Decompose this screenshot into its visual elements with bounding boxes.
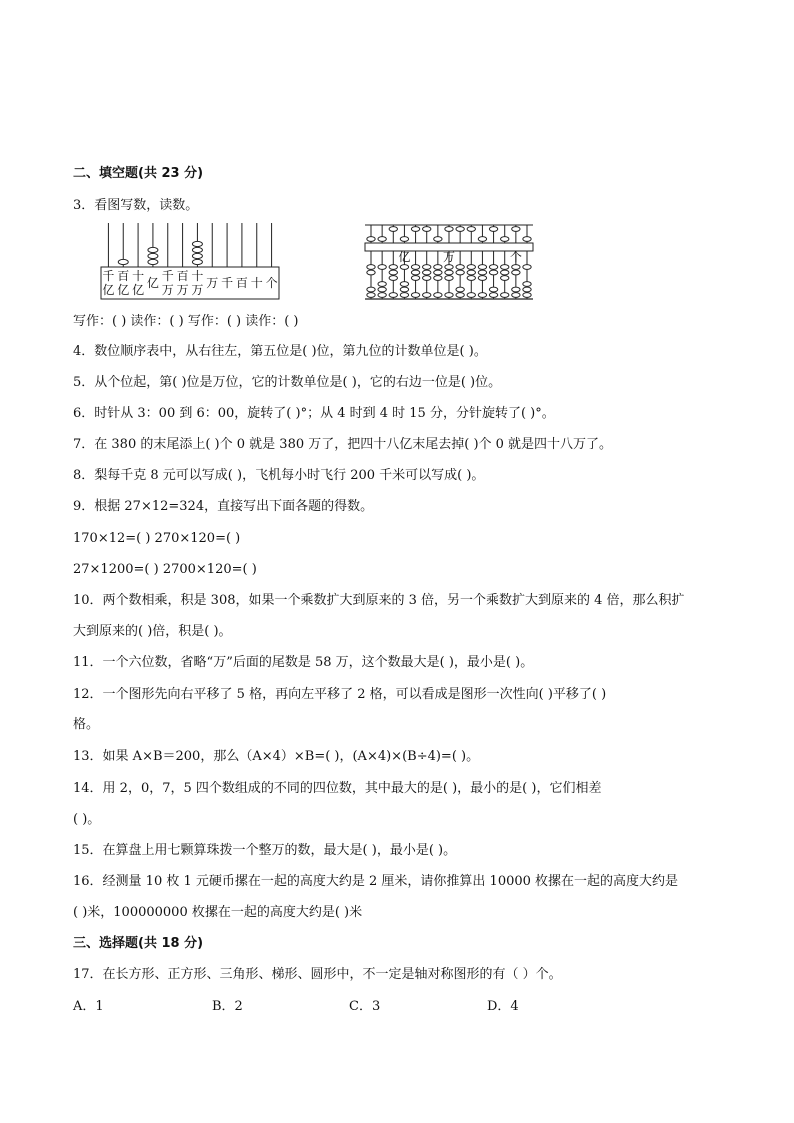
- lower-bead: [411, 293, 419, 298]
- lower-bead: [478, 276, 486, 281]
- lower-bead: [434, 276, 442, 281]
- unit-label: 亿: [398, 250, 411, 264]
- place-label: 百: [235, 276, 248, 290]
- place-label: 千: [161, 269, 174, 283]
- upper-bead: [478, 237, 486, 242]
- lower-bead: [512, 293, 520, 298]
- lower-bead: [456, 293, 464, 298]
- lower-bead: [523, 282, 531, 287]
- lower-bead: [445, 265, 453, 270]
- lower-bead: [467, 293, 475, 298]
- lower-bead: [378, 265, 386, 270]
- abacus-bead: [118, 259, 128, 264]
- upper-bead: [456, 227, 464, 232]
- place-label: 千: [102, 269, 115, 283]
- lower-bead: [367, 293, 375, 298]
- lower-bead: [400, 287, 408, 292]
- lower-bead: [523, 287, 531, 292]
- upper-bead: [423, 227, 431, 232]
- place-label: 亿: [132, 283, 145, 297]
- lower-bead: [423, 265, 431, 270]
- abacus-bead: [148, 259, 158, 264]
- question-17-text: 17．在长方形、正方形、三角形、梯形、圆形中，不一定是轴对称图形的有（ ）个。: [73, 967, 562, 982]
- abacus-left-svg: [100, 221, 280, 301]
- abacus-bead: [192, 253, 202, 258]
- place-label: 万: [191, 283, 204, 297]
- upper-bead: [523, 237, 531, 242]
- lower-bead: [378, 287, 386, 292]
- lower-bead: [501, 276, 509, 281]
- lower-bead: [400, 265, 408, 270]
- lower-bead: [512, 265, 520, 270]
- place-label: 万: [176, 283, 189, 297]
- lower-bead: [389, 293, 397, 298]
- question-11: 11．一个六位数，省略“万”后面的尾数是 58 万，这个数最大是( )，最小是( )。: [73, 655, 534, 670]
- lower-bead: [445, 270, 453, 275]
- upper-bead: [367, 237, 375, 242]
- unit-label: 个: [509, 250, 522, 264]
- question-10-line-1: 10．两个数相乘，积是 308，如果一个乘数扩大到原来的 3 倍，另一个乘数扩大到原来的 4 倍，那么积扩: [73, 593, 685, 608]
- question-15: 15．在算盘上用七颗算珠拨一个整万的数，最大是( )，最小是( )。: [73, 843, 457, 858]
- option-b: B．2: [212, 999, 243, 1014]
- lower-bead: [445, 293, 453, 298]
- upper-bead: [489, 227, 497, 232]
- lower-bead: [411, 270, 419, 275]
- lower-bead: [423, 270, 431, 275]
- lower-bead: [512, 287, 520, 292]
- upper-bead: [411, 227, 419, 232]
- lower-bead: [445, 276, 453, 281]
- lower-bead: [367, 265, 375, 270]
- lower-bead: [512, 270, 520, 275]
- lower-bead: [389, 276, 397, 281]
- place-label: 亿: [117, 283, 130, 297]
- question-8: 8．梨每千克 8 元可以写成( )，飞机每小时飞行 200 千米可以写成( )。: [73, 468, 485, 483]
- lower-bead: [456, 270, 464, 275]
- lower-bead: [467, 276, 475, 281]
- question-7: 7．在 380 的末尾添上( )个 0 就是 380 万了，把四十八亿末尾去掉( )个 0 就是四十八万了。: [73, 437, 613, 452]
- abacus-figure-left: [100, 221, 280, 301]
- question-9-row-1: 170×12=( ) 270×120=( ): [73, 531, 241, 546]
- place-label: 亿: [146, 276, 159, 290]
- question-12-line-2: 格。: [73, 717, 100, 732]
- question-3-answers: 写作：( ) 读作：( ) 写作：( ) 读作：( ): [73, 314, 299, 329]
- question-10-line-2: 大到原来的( )倍，积是( )。: [73, 624, 232, 639]
- abacus-bead: [192, 241, 202, 246]
- lower-bead: [423, 276, 431, 281]
- question-4: 4．数位顺序表中，从右往左，第五位是( )位，第九位的计数单位是( )。: [73, 344, 487, 359]
- lower-bead: [501, 270, 509, 275]
- place-label: 百: [176, 269, 189, 283]
- lower-bead: [467, 270, 475, 275]
- question-5: 5．从个位起，第( )位是万位，它的计数单位是( )，它的右边一位是( )位。: [73, 375, 502, 390]
- lower-bead: [467, 265, 475, 270]
- upper-bead: [501, 237, 509, 242]
- abacus-right-svg: [363, 223, 535, 301]
- option-a: A．1: [73, 999, 104, 1014]
- lower-bead: [489, 270, 497, 275]
- lower-bead: [434, 270, 442, 275]
- place-label: 万: [161, 283, 174, 297]
- lower-bead: [378, 293, 386, 298]
- question-3-text: 3．看图写数，读数。: [73, 198, 199, 213]
- lower-bead: [400, 282, 408, 287]
- question-13: 13．如果 A×B＝200，那么（A×4）×B=( )，(A×4)×(B÷4)=( )。: [73, 749, 480, 764]
- question-14-line-2: ( )。: [73, 812, 101, 827]
- lower-bead: [389, 265, 397, 270]
- place-label: 十: [191, 269, 204, 283]
- lower-bead: [423, 293, 431, 298]
- section-heading-fill-blank: 二、填空题(共 23 分): [73, 166, 204, 181]
- lower-bead: [411, 265, 419, 270]
- question-12-line-1: 12．一个图形先向右平移了 5 格，再向左平移了 2 格，可以看成是图形一次性向( )平移了( ): [73, 687, 607, 702]
- lower-bead: [489, 287, 497, 292]
- lower-bead: [489, 265, 497, 270]
- question-6: 6．时针从 3：00 到 6：00，旋转了( )°；从 4 时到 4 时 15 分，分针旋转了( )°。: [73, 406, 555, 421]
- place-label: 十: [250, 276, 263, 290]
- lower-bead: [434, 265, 442, 270]
- upper-bead: [378, 237, 386, 242]
- question-9-row-2: 27×1200=( ) 2700×120=( ): [73, 562, 257, 577]
- lower-bead: [478, 270, 486, 275]
- lower-bead: [523, 265, 531, 270]
- lower-bead: [378, 282, 386, 287]
- upper-bead: [445, 227, 453, 232]
- place-label: 十: [132, 269, 145, 283]
- upper-bead: [389, 227, 397, 232]
- place-label: 千: [221, 276, 234, 290]
- upper-bead: [467, 227, 475, 232]
- lower-bead: [434, 293, 442, 298]
- lower-bead: [478, 293, 486, 298]
- abacus-bead: [192, 259, 202, 264]
- question-16-line-2: ( )米，100000000 枚摞在一起的高度大约是( )米: [73, 905, 363, 920]
- lower-bead: [489, 293, 497, 298]
- place-label: 百: [117, 269, 130, 283]
- lower-bead: [523, 293, 531, 298]
- lower-bead: [400, 293, 408, 298]
- section-heading-multiple-choice: 三、选择题(共 18 分): [73, 936, 204, 951]
- question-9-text: 9．根据 27×12=324，直接写出下面各题的得数。: [73, 499, 374, 514]
- abacus-bead: [192, 247, 202, 252]
- option-c: C．3: [349, 999, 381, 1014]
- lower-bead: [501, 265, 509, 270]
- lower-bead: [367, 287, 375, 292]
- unit-label: 万: [442, 250, 456, 264]
- option-d: D．4: [487, 999, 519, 1014]
- abacus-figure-right: [363, 223, 535, 301]
- question-14-line-1: 14．用 2，0，7，5 四个数组成的不同的四位数，其中最大的是( )，最小的是( )，它们相差: [73, 781, 602, 796]
- lower-bead: [411, 276, 419, 281]
- place-label: 万: [206, 276, 219, 290]
- abacus-bead: [148, 253, 158, 258]
- question-16-line-1: 16．经测量 10 枚 1 元硬币摞在一起的高度大约是 2 厘米，请你推算出 10000 枚摞在一起的高度大约是: [73, 874, 679, 889]
- place-label: 个: [265, 276, 278, 290]
- lower-bead: [456, 287, 464, 292]
- upper-bead: [434, 237, 442, 242]
- upper-bead: [400, 237, 408, 242]
- lower-bead: [456, 265, 464, 270]
- lower-bead: [478, 265, 486, 270]
- upper-bead: [512, 227, 520, 232]
- lower-bead: [389, 270, 397, 275]
- place-label: 亿: [102, 283, 115, 297]
- abacus-bead: [148, 247, 158, 252]
- lower-bead: [501, 293, 509, 298]
- lower-bead: [367, 270, 375, 275]
